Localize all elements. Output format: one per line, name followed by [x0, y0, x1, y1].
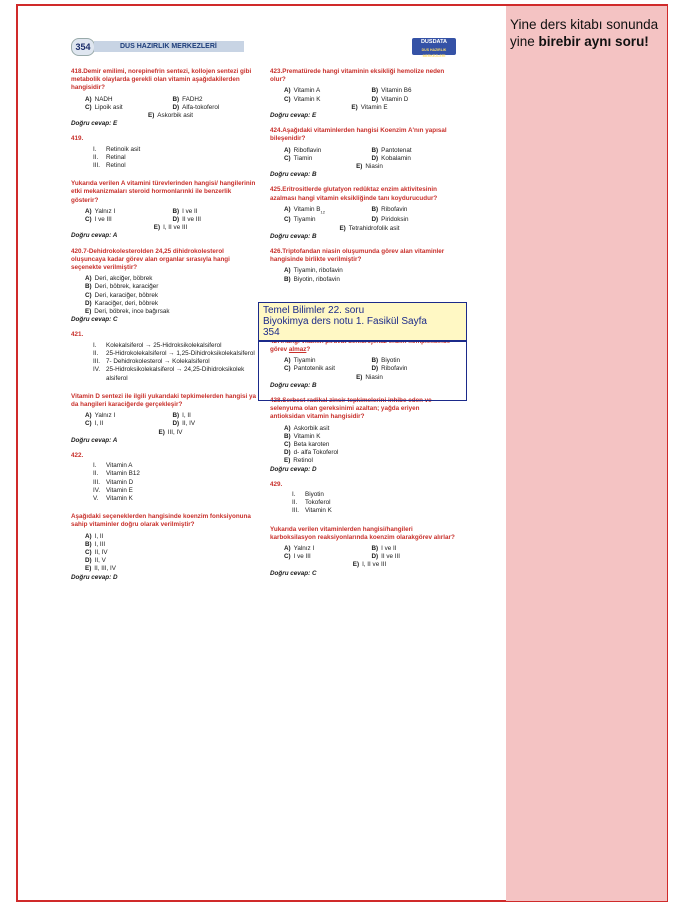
questions-q419-items-2: Retinol	[106, 162, 126, 170]
questions-q420-c: Deri, karaciğer, böbrek	[94, 291, 159, 299]
letters-4: E)	[356, 163, 363, 171]
letters-3: D)	[371, 553, 379, 561]
letters-4: E)	[352, 561, 360, 569]
letters-0: A)	[284, 205, 291, 213]
caption-line3: 354	[263, 327, 280, 338]
questions-q420-stem: 420.7-Dehidrokolesterolden 24,25 dihidrokolesterol oluşuncaya kadar görev alan organlar sırasıyla hangi seçenekte verilmiştir?	[71, 247, 230, 272]
letters-1: B)	[284, 275, 291, 283]
letters-3: D)	[371, 154, 379, 162]
questions-q421-stem: Vitamin D sentezi ile ilgili yukarıdaki tepkimelerden hangisi ya da hangileri karaciğerde gerçekleşir?	[71, 392, 257, 408]
questions-q418-e: Askorbik asit	[157, 112, 193, 120]
question-421	[71, 331, 256, 444]
questions-q429-items-2: Vitamin K	[305, 507, 332, 515]
questions-q420-b: Deri, böbrek, karaciğer	[94, 283, 159, 291]
letters-0: A)	[85, 532, 92, 540]
questions-q426-stem: 426.Triptofandan niasin oluşumunda görev alan vitaminler hangisinde birlikte verilmiştir?	[270, 247, 445, 264]
questions-q429-num: 429.	[270, 480, 283, 488]
questions-q421-c: I, II	[94, 420, 104, 428]
questions-q418-stem: 418.Demir emilimi, norepinefrin sentezi, kollojen sentezi gibi metabolik olaylarda gerekli olan vitamin aşağıdakilerden hangisidir?	[71, 68, 252, 92]
annotation-note	[510, 16, 660, 50]
questions-q419-d: II ve III	[182, 216, 202, 224]
questions-q419-num: 419.	[71, 135, 84, 143]
questions-q424-stem: 424.Aşağıdaki vitaminlerden hangisi Koenzim A'nın yapısal bileşenidir?	[270, 127, 447, 143]
answer-424: Doğru cevap: B	[270, 171, 317, 179]
question-424	[270, 127, 455, 179]
roman-1: II.	[93, 153, 99, 161]
question-428	[270, 397, 455, 474]
letters-2: C)	[85, 548, 92, 556]
letters-1: B)	[371, 205, 379, 213]
annotation-panel	[506, 6, 667, 901]
letters-0: A)	[85, 207, 92, 215]
question-429	[270, 481, 455, 578]
roman-1: II.	[93, 349, 99, 357]
page-number: 354	[71, 38, 95, 56]
roman-0: I.	[93, 462, 97, 470]
letters-3: D)	[371, 216, 379, 224]
questions-q422-e: II, III, IV	[94, 565, 116, 573]
question-426	[270, 248, 455, 284]
letters-0: A)	[284, 544, 291, 552]
questions-q427-stem-u: almaz	[288, 345, 307, 353]
roman-4: V.	[93, 494, 99, 502]
questions-q429-items-1: Tokoferol	[305, 499, 331, 507]
roman-2: III.	[292, 507, 299, 515]
source-caption	[258, 302, 467, 342]
answer-428: Doğru cevap: D	[270, 465, 317, 473]
questions-q419-e: I, II ve III	[163, 224, 188, 232]
letters-0: A)	[284, 357, 291, 365]
letters-0: A)	[85, 412, 92, 420]
questions-q428-a: Askorbik asit	[293, 424, 330, 432]
letters-2: C)	[284, 154, 291, 162]
letters-2: C)	[85, 291, 92, 299]
letters-4: E)	[339, 224, 346, 232]
questions-q427-e: Niasin	[365, 373, 383, 381]
letters-2: C)	[85, 216, 92, 224]
questions-q420-d: Karaciğer, deri, böbrek	[94, 299, 159, 307]
letters-3: D)	[172, 420, 180, 428]
questions-q423-c: Vitamin K	[293, 95, 321, 103]
questions-q421-num: 421.	[71, 331, 84, 339]
questions-q421-items-1: 25-Hidrokolekalsiferol → 1,25-Dihidroksikolekalsiferol	[106, 349, 255, 357]
questions-q427-d: Ribofavin	[381, 365, 408, 373]
letters-0: A)	[85, 275, 92, 283]
letters-3: D)	[371, 365, 379, 373]
letters-0: A)	[85, 95, 92, 103]
questions-q422-items-2: Vitamin D	[106, 478, 134, 486]
questions-q419-stem: Yukarıda verilen A vitamini türevlerinden hangisi/ hangilerinin etki mekanizmaları steroid hormonlarınki ile benzerlik gösterir?	[71, 180, 256, 204]
letters-2: C)	[85, 103, 92, 111]
page-header-title: DUS HAZIRLIK MERKEZLERİ	[94, 41, 244, 52]
letters-4: E)	[284, 457, 291, 465]
questions-q427-c: Pantotenik asit	[293, 365, 335, 373]
header-logo-top: DUSDATA	[420, 39, 448, 45]
answer-429: Doğru cevap: C	[270, 569, 317, 577]
dusdata-logo	[412, 38, 456, 58]
questions-q419-c: I ve III	[94, 216, 112, 224]
letters-4: E)	[85, 565, 92, 573]
questions-q423-a: Vitamin A	[293, 87, 321, 95]
letters-1: B)	[371, 544, 379, 552]
roman-1: II.	[93, 470, 99, 478]
letters-1: B)	[85, 540, 92, 548]
header-logo-sub: DUS HAZIRLIK MERKEZLERİ	[421, 48, 447, 58]
questions-q429-e: I, II ve III	[362, 561, 387, 569]
questions-q421-e: III, IV	[167, 428, 183, 436]
questions-q421-b: I, II	[182, 412, 191, 420]
question-420	[71, 248, 256, 325]
caption-line2: Biyokimya ders notu 1. Fasikül Sayfa	[263, 316, 427, 327]
letters-4: E)	[351, 103, 358, 111]
answer-418: Doğru cevap: E	[71, 120, 118, 128]
letters-1: B)	[172, 412, 180, 420]
questions-q422-items-0: Vitamin A	[106, 462, 133, 470]
roman-3: IV.	[93, 366, 101, 374]
questions-q427-stem-pre: görev	[270, 345, 288, 353]
questions-q425-a-sub: 12	[320, 209, 325, 215]
questions-q424-c: Tiamin	[293, 154, 313, 162]
letters-1: B)	[284, 432, 291, 440]
questions-q423-b: Vitamin B6	[381, 87, 412, 95]
letters-1: B)	[371, 146, 379, 154]
letters-1: B)	[85, 283, 92, 291]
questions-q421-a: Yalnız I	[94, 412, 116, 420]
question-419	[71, 135, 256, 240]
letters-4: E)	[85, 308, 92, 316]
questions-q427-b: Biyotin	[381, 357, 401, 365]
letters-3: D)	[85, 557, 92, 565]
side-note-line1: Yine ders kitabı sonunda yine	[510, 17, 659, 49]
letters-0: A)	[284, 87, 291, 95]
questions-q421-items-3: 25-Hidroksikolekalsiferol → 24,25-Dihidroksikolek alsiferol	[106, 366, 245, 382]
questions-q427-a: Tiyamin	[293, 357, 316, 365]
letters-3: D)	[284, 449, 291, 457]
questions-q425-c: Tiyamin	[293, 216, 316, 224]
roman-2: III.	[93, 162, 100, 170]
questions-q426-b: Biyotin, ribofavin	[293, 275, 340, 283]
questions-q418-c: Lipoik asit	[94, 103, 123, 111]
question-425	[270, 186, 455, 240]
letters-3: D)	[85, 299, 92, 307]
question-423	[270, 68, 455, 120]
questions-q425-e: Tetrahidrofolik asit	[348, 224, 400, 232]
questions-q424-e: Niasin	[365, 163, 383, 171]
questions-q426-a: Tiyamin, ribofavin	[293, 267, 343, 275]
questions-q428-e: Retinol	[293, 457, 313, 465]
questions-q424-d: Kobalamin	[381, 154, 411, 162]
letters-1: B)	[371, 87, 379, 95]
questions-q429-items-0: Biyotin	[305, 490, 324, 498]
answer-420: Doğru cevap: C	[71, 316, 118, 324]
questions-q429-a: Yalnız I	[293, 544, 315, 552]
letters-1: B)	[371, 357, 379, 365]
letters-2: C)	[284, 216, 291, 224]
letters-2: C)	[284, 95, 291, 103]
question-422	[71, 452, 256, 582]
letters-0: A)	[284, 424, 291, 432]
questions-q420-e: Deri, böbrek, ince bağırsak	[94, 308, 170, 316]
letters-4: E)	[158, 428, 165, 436]
questions-q421-d: II, IV	[182, 420, 196, 428]
questions-q418-a: NADH	[94, 95, 113, 103]
questions-q421-items-0: Kolekalsiferol → 25-Hidroksikolekalsiferol	[106, 341, 222, 349]
left-column	[71, 65, 256, 589]
letters-4: E)	[148, 112, 155, 120]
questions-q422-a: I, II	[94, 532, 104, 540]
questions-q422-items-1: Vitamin B12	[106, 470, 140, 478]
roman-0: I.	[93, 145, 97, 153]
questions-q429-d: II ve III	[381, 553, 401, 561]
questions-q422-b: I, III	[94, 540, 106, 548]
questions-q419-b: I ve II	[182, 207, 198, 215]
questions-q422-c: II, IV	[94, 548, 108, 556]
letters-2: C)	[284, 553, 291, 561]
roman-1: II.	[292, 499, 298, 507]
letters-0: A)	[284, 146, 291, 154]
letters-2: C)	[85, 420, 92, 428]
questions-q422-num: 422.	[71, 451, 84, 459]
questions-q421-items-2: 7- Dehidrokolesterol → Kolekalsiferol	[106, 358, 210, 366]
questions-q418-b: FADH2	[182, 95, 203, 103]
answer-427: Doğru cevap: B	[270, 381, 317, 389]
questions-q428-c: Beta karoten	[293, 440, 330, 448]
questions-q425-a: Vitamin B	[293, 205, 321, 213]
letters-3: D)	[172, 216, 180, 224]
answer-421: Doğru cevap: A	[71, 436, 118, 444]
answer-419: Doğru cevap: A	[71, 232, 118, 240]
questions-q422-d: II, V	[94, 557, 106, 565]
questions-q419-items-0: Retinoik asit	[106, 145, 141, 153]
questions-q418-d: Alfa-tokoferol	[182, 103, 220, 111]
letters-0: A)	[284, 267, 291, 275]
questions-q424-b: Pantotenat	[381, 146, 412, 154]
question-427-highlight-box	[258, 340, 467, 401]
letters-3: D)	[371, 95, 379, 103]
answer-423: Doğru cevap: E	[270, 112, 317, 120]
questions-q423-stem: 423.Prematürede hangi vitaminin eksikliği hemolize neden olur?	[270, 68, 445, 84]
letters-4: E)	[153, 224, 161, 232]
letters-2: C)	[284, 440, 291, 448]
questions-q425-b: Ribofavin	[381, 205, 408, 213]
question-418	[71, 68, 256, 128]
answer-422: Doğru cevap: D	[71, 573, 118, 581]
questions-q425-d: Piridoksin	[381, 216, 409, 224]
questions-q424-a: Riboflavin	[293, 146, 322, 154]
questions-q422-items-3: Vitamin E	[106, 486, 133, 494]
questions-q420-a: Deri, akciğer, böbrek	[94, 275, 153, 283]
questions-q419-items-1: Retinal	[106, 153, 126, 161]
side-note-bold: birebir aynı soru!	[538, 34, 649, 49]
questions-q425-stem: 425.Eritrositlerde glutatyon redüktaz enzim aktivitesinin azalması hangi vitamin eksikliğinde tanı koydurucudur?	[270, 186, 438, 202]
questions-q429-stem: Yukarıda verilen vitaminlerden hangisi/hangileri karboksilasyon reaksiyonlarında koenzim olarakgörev alırlar?	[270, 525, 455, 541]
roman-0: I.	[93, 341, 97, 349]
roman-0: I.	[292, 490, 296, 498]
questions-q428-b: Vitamin K	[293, 432, 321, 440]
questions-q428-stem: 428.Serbest radikal zincir tepkimelerini inhibe eden ve selenyuma olan gereksinimi azaltan; yağda eriyen antioksidan vitamin hangisidir?	[270, 396, 432, 421]
letters-4: E)	[356, 373, 363, 381]
caption-line1: Temel Bilimler 22. soru	[263, 305, 365, 316]
questions-q428-d: d- alfa Tokoferol	[293, 449, 339, 457]
roman-2: III.	[93, 478, 100, 486]
roman-3: IV.	[93, 486, 101, 494]
letters-1: B)	[172, 95, 180, 103]
questions-q419-a: Yalnız I	[94, 207, 116, 215]
questions-q429-c: I ve III	[293, 553, 311, 561]
answer-425: Doğru cevap: B	[270, 232, 317, 240]
letters-2: C)	[284, 365, 291, 373]
questions-q423-d: Vitamin D	[381, 95, 409, 103]
questions-q427-stem-post: ?	[306, 345, 311, 353]
questions-q422-items-4: Vitamin K	[106, 494, 133, 502]
letters-3: D)	[172, 103, 180, 111]
letters-1: B)	[172, 207, 180, 215]
questions-q422-stem: Aşağıdaki seçeneklerden hangisinde koenzim fonksiyonuna sahip vitaminler doğru olarak verilmiştir?	[71, 513, 251, 529]
roman-2: III.	[93, 358, 100, 366]
questions-q429-b: I ve II	[381, 544, 397, 552]
questions-q423-e: Vitamin E	[360, 103, 388, 111]
